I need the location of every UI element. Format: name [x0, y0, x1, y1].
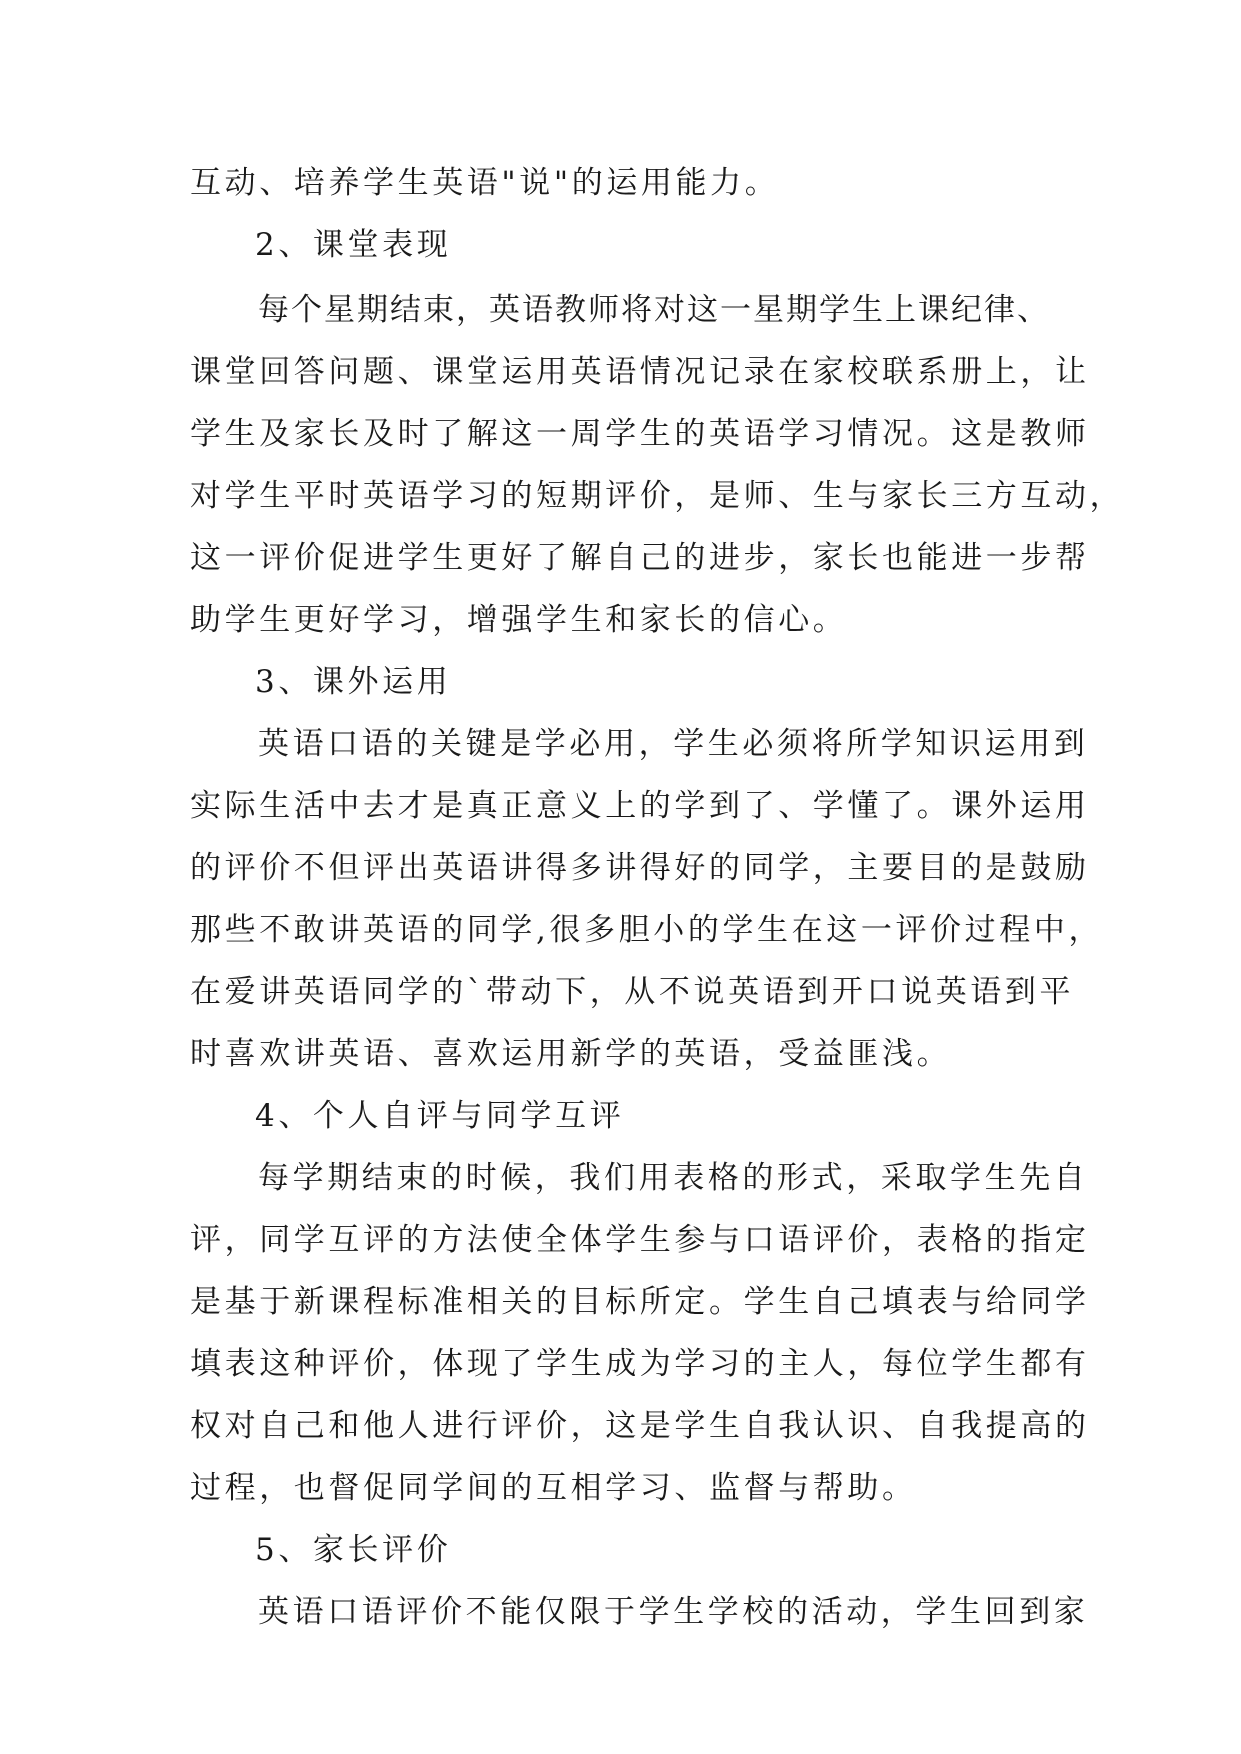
section-heading-parent-evaluation: 5、家长评价	[255, 1532, 452, 1568]
section-heading-classroom-performance: 2、课堂表现	[255, 227, 452, 263]
paragraph-line: 每学期结束的时候，我们用表格的形式，采取学生先自	[258, 1160, 1089, 1196]
paragraph-line: 那些不敢讲英语的同学,很多胆小的学生在这一评价过程中，	[190, 912, 1104, 948]
paragraph-line: 这一评价促进学生更好了解自己的进步，家长也能进一步帮	[190, 540, 1090, 576]
paragraph-line: 实际生活中去才是真正意义上的学到了、学懂了。课外运用	[190, 788, 1090, 824]
paragraph-line: 每个星期结束，英语教师将对这一星期学生上课纪律、	[258, 292, 1050, 328]
paragraph-line: 在爱讲英语同学的`带动下，从不说英语到开口说英语到平	[190, 974, 1075, 1010]
paragraph-line: 填表这种评价，体现了学生成为学习的主人，每位学生都有	[190, 1346, 1090, 1382]
paragraph-line: 学生及家长及时了解这一周学生的英语学习情况。这是教师	[190, 416, 1090, 452]
section-heading-self-and-peer-evaluation: 4、个人自评与同学互评	[255, 1098, 625, 1134]
section-heading-extracurricular-use: 3、课外运用	[255, 664, 452, 700]
paragraph-line: 是基于新课程标准相关的目标所定。学生自己填表与给同学	[190, 1284, 1090, 1320]
paragraph-line: 互动、培养学生英语"说"的运用能力。	[190, 165, 780, 201]
paragraph-line: 权对自己和他人进行评价，这是学生自我认识、自我提高的	[190, 1408, 1090, 1444]
paragraph-line: 的评价不但评出英语讲得多讲得好的同学，主要目的是鼓励	[190, 850, 1090, 886]
paragraph-line: 英语口语的关键是学必用，学生必须将所学知识运用到	[258, 726, 1089, 762]
paragraph-line: 英语口语评价不能仅限于学生学校的活动，学生回到家	[258, 1594, 1089, 1630]
paragraph-line: 评，同学互评的方法使全体学生参与口语评价，表格的指定	[190, 1222, 1090, 1258]
paragraph-line: 时喜欢讲英语、喜欢运用新学的英语，受益匪浅。	[190, 1036, 952, 1072]
paragraph-line: 对学生平时英语学习的短期评价，是师、生与家长三方互动，	[190, 478, 1125, 514]
paragraph-line: 课堂回答问题、课堂运用英语情况记录在家校联系册上，让	[190, 354, 1090, 390]
paragraph-line: 过程，也督促同学间的互相学习、监督与帮助。	[190, 1470, 917, 1506]
paragraph-line: 助学生更好学习，增强学生和家长的信心。	[190, 602, 848, 638]
